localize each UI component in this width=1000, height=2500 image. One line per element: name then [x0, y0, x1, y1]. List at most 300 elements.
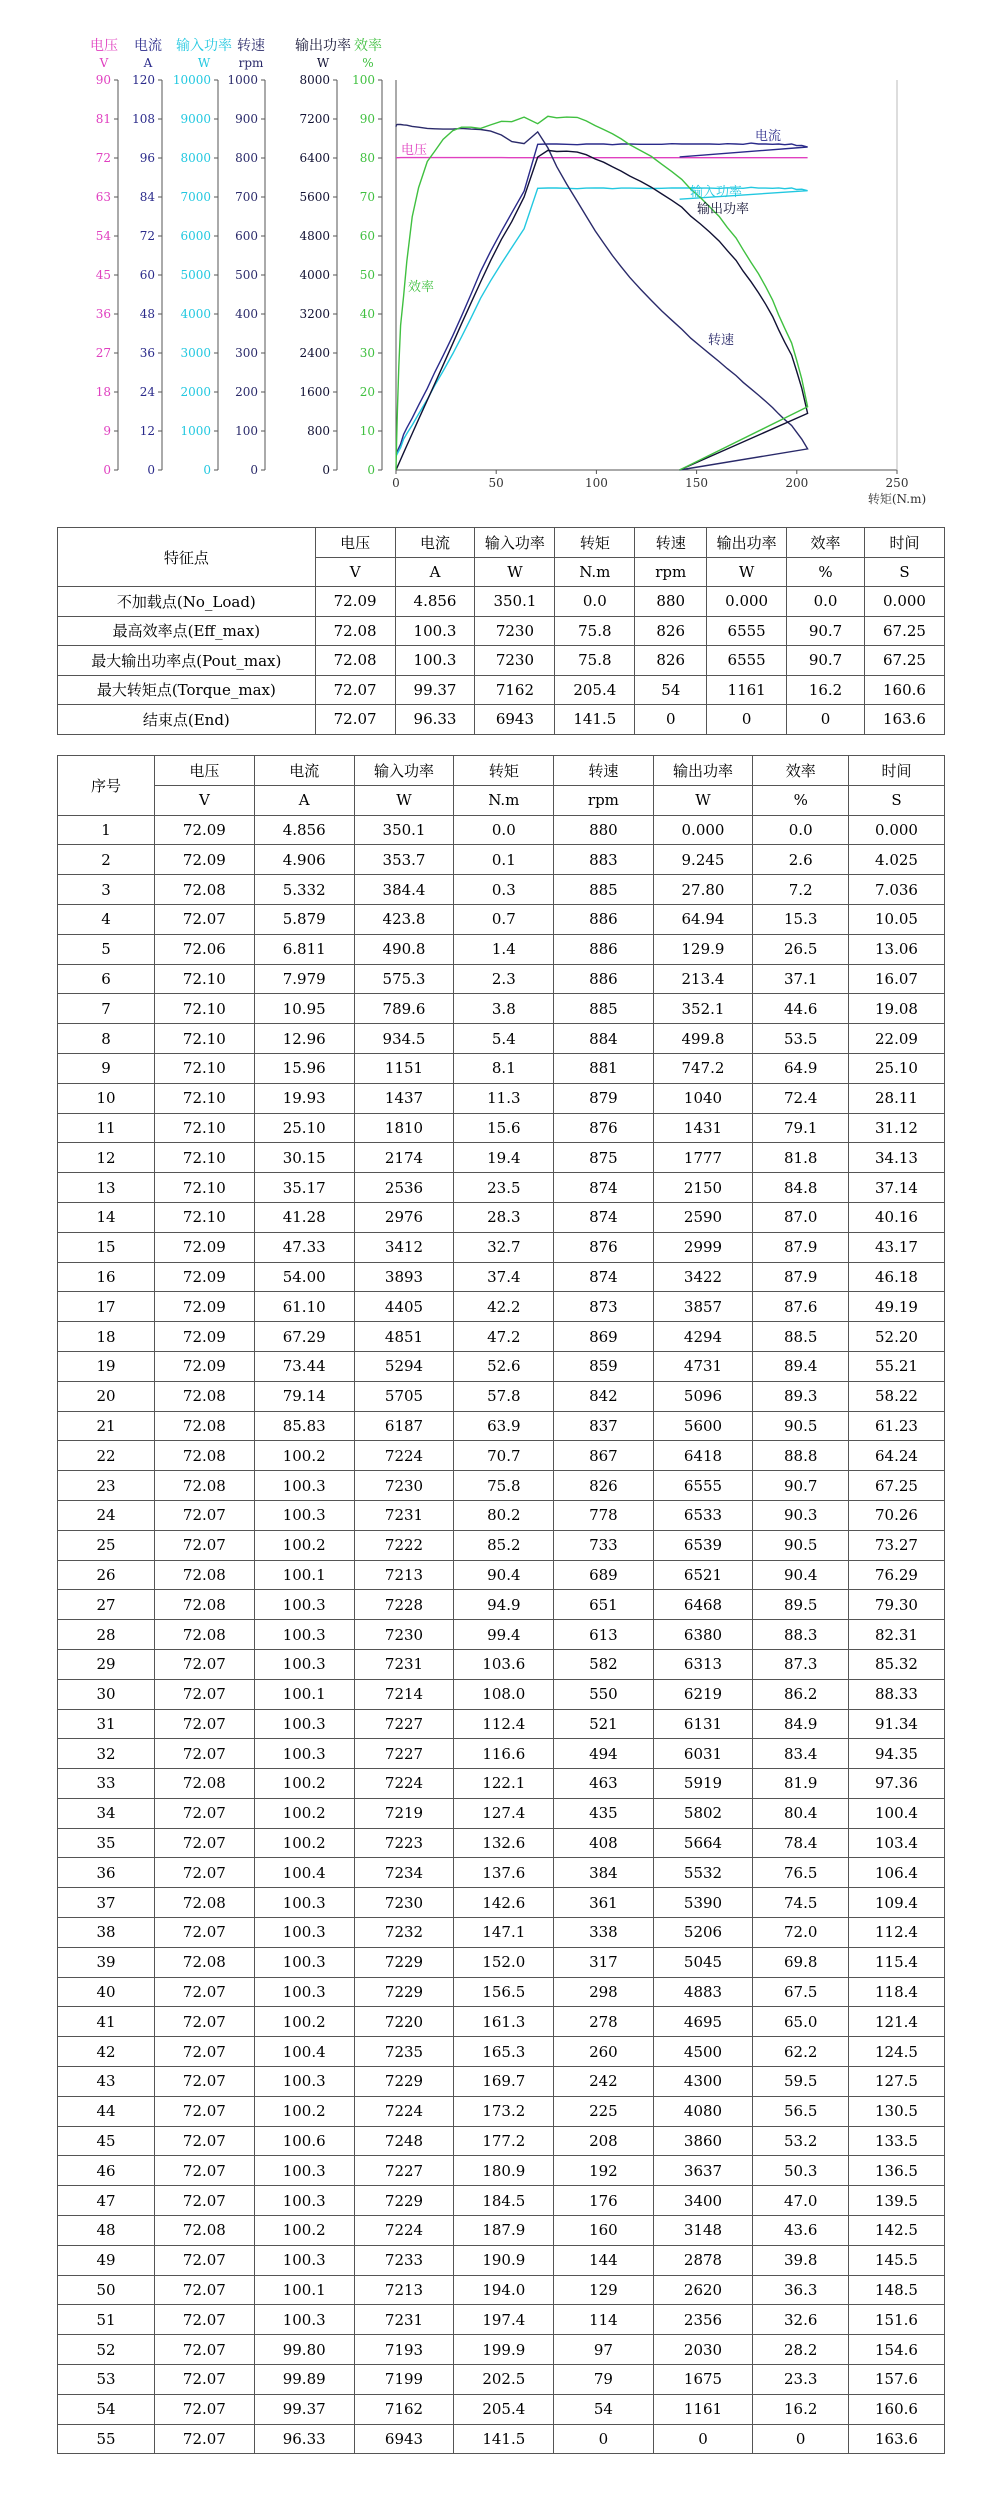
table-cell: 72.07	[154, 1918, 254, 1948]
table-cell: 19.93	[254, 1083, 354, 1113]
column-header: 电压	[315, 528, 395, 558]
table-cell: 733	[554, 1530, 653, 1560]
table-cell: 87.3	[753, 1649, 849, 1679]
table-cell: 352.1	[653, 994, 753, 1024]
unit-cell: rpm	[554, 785, 653, 815]
table-cell: 54	[554, 2394, 653, 2424]
table-row	[58, 2394, 945, 2424]
tick-label: 100	[352, 73, 375, 87]
table-cell: 100.2	[254, 2096, 354, 2126]
table-cell: 72.4	[753, 1083, 849, 1113]
table-cell: 1437	[354, 1083, 454, 1113]
tick-label: 9000	[180, 112, 211, 126]
table-cell: 75.8	[454, 1471, 554, 1501]
table-cell: 100.2	[254, 1441, 354, 1471]
table-cell: 165.3	[454, 2037, 554, 2067]
table-row	[58, 1620, 945, 1650]
table-cell: 826	[635, 616, 707, 646]
table-cell: 72.08	[154, 875, 254, 905]
table-cell: 72.07	[154, 1798, 254, 1828]
table-cell: 52.20	[849, 1322, 945, 1352]
table-cell: 4405	[354, 1292, 454, 1322]
table-cell: 6418	[653, 1441, 753, 1471]
table-row	[58, 875, 945, 905]
table-cell: 837	[554, 1411, 653, 1441]
table-cell: 127.4	[454, 1798, 554, 1828]
table-cell: 7230	[475, 616, 555, 646]
table-cell: 13	[58, 1173, 155, 1203]
table-cell: 72.10	[154, 1143, 254, 1173]
table-cell: 4500	[653, 2037, 753, 2067]
feature-row	[58, 675, 945, 705]
tick-label: 12	[139, 424, 155, 438]
table-cell: 85.83	[254, 1411, 354, 1441]
table-cell: 72.07	[154, 2037, 254, 2067]
axis-title: 转速	[237, 38, 265, 54]
table-cell: 3637	[653, 2156, 753, 2186]
table-cell: 97	[554, 2335, 653, 2365]
table-cell: 0.000	[849, 815, 945, 845]
column-header: 时间	[864, 528, 944, 558]
table-cell: 75.8	[555, 646, 635, 676]
tick-label: 54	[95, 229, 111, 243]
table-cell: 5600	[653, 1411, 753, 1441]
table-cell: 100.3	[395, 616, 475, 646]
series-label: 电流	[755, 129, 782, 144]
table-row	[58, 1471, 945, 1501]
table-cell: 72.10	[154, 1053, 254, 1083]
tick-label: 50	[359, 268, 375, 282]
table-cell: 78.4	[753, 1828, 849, 1858]
column-header: 转速	[635, 528, 707, 558]
column-header: 输出功率	[707, 528, 787, 558]
table-cell: 435	[554, 1798, 653, 1828]
table-cell: 499.8	[653, 1024, 753, 1054]
table-cell: 1431	[653, 1113, 753, 1143]
table-cell: 81.8	[753, 1143, 849, 1173]
table-cell: 47.33	[254, 1232, 354, 1262]
table-row	[58, 1828, 945, 1858]
table-cell: 80.4	[753, 1798, 849, 1828]
table-cell: 7229	[354, 2186, 454, 2216]
measurement-data-table	[57, 755, 945, 2454]
table-cell: 873	[554, 1292, 653, 1322]
axis-title: 电流	[134, 38, 162, 54]
table-cell: 72.08	[154, 1888, 254, 1918]
unit-cell: V	[315, 557, 395, 587]
table-cell: 90.7	[753, 1471, 849, 1501]
tick-label: 4000	[299, 268, 330, 282]
unit-cell: S	[864, 557, 944, 587]
table-cell: 72.07	[315, 705, 395, 735]
table-cell: 40	[58, 1977, 155, 2007]
table-cell: 72.07	[154, 2007, 254, 2037]
table-cell: 2356	[653, 2305, 753, 2335]
table-cell: 72.10	[154, 1113, 254, 1143]
table-cell: 72.07	[154, 1649, 254, 1679]
table-cell: 47.0	[753, 2186, 849, 2216]
x-tick-label: 50	[488, 476, 504, 490]
table-row	[58, 2275, 945, 2305]
table-cell: 100.2	[254, 1828, 354, 1858]
table-cell: 163.6	[864, 705, 944, 735]
table-cell: 7230	[354, 1888, 454, 1918]
tick-label: 2000	[180, 385, 211, 399]
tick-label: 9	[103, 424, 111, 438]
table-cell: 58.22	[849, 1381, 945, 1411]
column-header: 时间	[849, 756, 945, 786]
table-cell: 100.3	[254, 1590, 354, 1620]
table-cell: 7248	[354, 2126, 454, 2156]
table-cell: 89.5	[753, 1590, 849, 1620]
table-cell: 384	[554, 1858, 653, 1888]
table-cell: 55	[58, 2424, 155, 2454]
table-cell: 521	[554, 1709, 653, 1739]
table-cell: 133.5	[849, 2126, 945, 2156]
table-cell: 160.6	[864, 675, 944, 705]
table-cell: 48	[58, 2216, 155, 2246]
tick-label: 84	[139, 190, 155, 204]
table-cell: 10.05	[849, 904, 945, 934]
table-cell: 0.0	[753, 815, 849, 845]
table-cell: 3412	[354, 1232, 454, 1262]
table-cell: 4300	[653, 2067, 753, 2097]
table-cell: 26.5	[753, 934, 849, 964]
table-row	[58, 1232, 945, 1262]
tick-label: 120	[132, 73, 155, 87]
table-cell: 122.1	[454, 1769, 554, 1799]
unit-cell: S	[849, 785, 945, 815]
table-cell: 56.5	[753, 2096, 849, 2126]
axis-unit: W	[316, 56, 330, 70]
table-cell: 79	[554, 2365, 653, 2395]
tick-label: 20	[359, 385, 375, 399]
tick-label: 90	[95, 73, 111, 87]
table-cell: 100.3	[254, 1620, 354, 1650]
table-cell: 87.6	[753, 1292, 849, 1322]
tick-label: 90	[359, 112, 375, 126]
table-cell: 242	[554, 2067, 653, 2097]
table-cell: 99.37	[395, 675, 475, 705]
table-cell: 64.94	[653, 904, 753, 934]
table-cell: 142.6	[454, 1888, 554, 1918]
tick-label: 1600	[299, 385, 330, 399]
table-row	[58, 2305, 945, 2335]
table-cell: 7	[58, 994, 155, 1024]
column-header: 输入功率	[354, 756, 454, 786]
table-cell: 36.3	[753, 2275, 849, 2305]
table-cell: 7224	[354, 2216, 454, 2246]
table-cell: 826	[554, 1471, 653, 1501]
table-cell: 157.6	[849, 2365, 945, 2395]
table-cell: 118.4	[849, 1977, 945, 2007]
table-cell: 317	[554, 1947, 653, 1977]
table-cell: 463	[554, 1769, 653, 1799]
table-cell: 103.6	[454, 1649, 554, 1679]
table-cell: 148.5	[849, 2275, 945, 2305]
tick-label: 63	[95, 190, 111, 204]
table-cell: 7235	[354, 2037, 454, 2067]
table-row	[58, 2216, 945, 2246]
table-row	[58, 2067, 945, 2097]
x-tick-label: 200	[785, 476, 809, 490]
table-cell: 4.856	[254, 815, 354, 845]
table-cell: 最大输出功率点(Pout_max)	[58, 646, 316, 676]
tick-label: 700	[235, 190, 258, 204]
table-cell: 72.08	[154, 1381, 254, 1411]
unit-cell: W	[653, 785, 753, 815]
tick-label: 96	[139, 151, 155, 165]
tick-label: 4000	[180, 307, 211, 321]
table-cell: 91.34	[849, 1709, 945, 1739]
table-cell: 7162	[475, 675, 555, 705]
table-cell: 4.856	[395, 587, 475, 617]
x-tick-label: 250	[885, 476, 909, 490]
table-cell: 7229	[354, 2067, 454, 2097]
table-cell: 50	[58, 2275, 155, 2305]
tick-label: 8000	[299, 73, 330, 87]
table-cell: 53.5	[753, 1024, 849, 1054]
table-cell: 18	[58, 1322, 155, 1352]
feature-row	[58, 587, 945, 617]
table-cell: 74.5	[753, 1888, 849, 1918]
table-cell: 100.2	[254, 2216, 354, 2246]
table-cell: 61.10	[254, 1292, 354, 1322]
table-cell: 72.07	[154, 1977, 254, 2007]
table-cell: 5802	[653, 1798, 753, 1828]
table-cell: 1810	[354, 1113, 454, 1143]
series-label: 电压	[401, 143, 428, 158]
table-cell: 7230	[475, 646, 555, 676]
table-cell: 0.000	[653, 815, 753, 845]
tick-label: 27	[95, 346, 111, 360]
table-cell: 44.6	[753, 994, 849, 1024]
table-cell: 26	[58, 1560, 155, 1590]
table-cell: 72.09	[154, 1292, 254, 1322]
table-cell: 6187	[354, 1411, 454, 1441]
table-cell: 145.5	[849, 2245, 945, 2275]
table-row	[58, 1411, 945, 1441]
table-cell: 64.24	[849, 1441, 945, 1471]
table-cell: 7231	[354, 1649, 454, 1679]
table-cell: 1040	[653, 1083, 753, 1113]
table-cell: 100.3	[254, 1739, 354, 1769]
table-cell: 10	[58, 1083, 155, 1113]
table-cell: 84.9	[753, 1709, 849, 1739]
table-cell: 5096	[653, 1381, 753, 1411]
table-cell: 88.33	[849, 1679, 945, 1709]
table-cell: 100.1	[254, 2275, 354, 2305]
table-cell: 90.7	[787, 646, 865, 676]
tick-label: 0	[250, 463, 258, 477]
table-cell: 689	[554, 1560, 653, 1590]
table-cell: 7214	[354, 1679, 454, 1709]
table-cell: 408	[554, 1828, 653, 1858]
table-cell: 112.4	[454, 1709, 554, 1739]
tick-label: 45	[95, 268, 111, 282]
table-cell: 7162	[354, 2394, 454, 2424]
table-cell: 0	[787, 705, 865, 735]
table-cell: 87.9	[753, 1262, 849, 1292]
table-cell: 6555	[707, 616, 787, 646]
tick-label: 10	[359, 424, 375, 438]
table-cell: 4080	[653, 2096, 753, 2126]
table-cell: 62.2	[753, 2037, 849, 2067]
table-cell: 0.000	[707, 587, 787, 617]
table-row	[58, 934, 945, 964]
table-cell: 85.2	[454, 1530, 554, 1560]
table-cell: 7223	[354, 1828, 454, 1858]
table-cell: 87.9	[753, 1232, 849, 1262]
table-cell: 31.12	[849, 1113, 945, 1143]
table-cell: 7224	[354, 2096, 454, 2126]
table-cell: 187.9	[454, 2216, 554, 2246]
table-cell: 112.4	[849, 1918, 945, 1948]
table-row	[58, 1977, 945, 2007]
table-cell: 85.32	[849, 1649, 945, 1679]
table-row	[58, 1888, 945, 1918]
table-row	[58, 2037, 945, 2067]
tick-label: 600	[235, 229, 258, 243]
table-cell: 72.09	[154, 1322, 254, 1352]
table-cell: 582	[554, 1649, 653, 1679]
table-cell: 205.4	[555, 675, 635, 705]
table-cell: 45	[58, 2126, 155, 2156]
table-cell: 7193	[354, 2335, 454, 2365]
column-header: 电压	[154, 756, 254, 786]
table-cell: 151.6	[849, 2305, 945, 2335]
table-cell: 90.4	[753, 1560, 849, 1590]
tick-label: 72	[95, 151, 111, 165]
table-cell: 7233	[354, 2245, 454, 2275]
table-cell: 54	[58, 2394, 155, 2424]
table-cell: 96.33	[254, 2424, 354, 2454]
table-cell: 35	[58, 1828, 155, 1858]
unit-cell: N.m	[454, 785, 554, 815]
table-cell: 29	[58, 1649, 155, 1679]
table-cell: 100.2	[254, 1530, 354, 1560]
table-cell: 2.3	[454, 964, 554, 994]
table-cell: 874	[554, 1173, 653, 1203]
table-cell: 7231	[354, 2305, 454, 2335]
table-cell: 869	[554, 1322, 653, 1352]
unit-cell: A	[395, 557, 475, 587]
table-cell: 64.9	[753, 1053, 849, 1083]
table-cell: 54.00	[254, 1262, 354, 1292]
table-cell: 99.4	[454, 1620, 554, 1650]
table-cell: 44	[58, 2096, 155, 2126]
table-cell: 43.17	[849, 1232, 945, 1262]
table-cell: 72.06	[154, 934, 254, 964]
table-cell: 494	[554, 1739, 653, 1769]
table-cell: 72.08	[154, 1947, 254, 1977]
input-power-curve	[396, 187, 808, 456]
table-cell: 50.3	[753, 2156, 849, 2186]
table-row	[58, 1053, 945, 1083]
table-cell: 19	[58, 1351, 155, 1381]
axis-unit: %	[362, 56, 374, 70]
table-cell: 72.09	[154, 815, 254, 845]
table-cell: 15	[58, 1232, 155, 1262]
table-cell: 6313	[653, 1649, 753, 1679]
table-cell: 7220	[354, 2007, 454, 2037]
table-cell: 34.13	[849, 1143, 945, 1173]
table-cell: 3.8	[454, 994, 554, 1024]
table-cell: 124.5	[849, 2037, 945, 2067]
tick-label: 80	[359, 151, 375, 165]
table-cell: 6	[58, 964, 155, 994]
table-cell: 88.5	[753, 1322, 849, 1352]
table-cell: 885	[554, 875, 653, 905]
table-row	[58, 1500, 945, 1530]
feature-row	[58, 646, 945, 676]
table-cell: 32.6	[753, 2305, 849, 2335]
table-cell: 72.08	[154, 1471, 254, 1501]
table-cell: 12.96	[254, 1024, 354, 1054]
table-cell: 14	[58, 1202, 155, 1232]
tick-label: 5000	[180, 268, 211, 282]
table-cell: 0.3	[454, 875, 554, 905]
table-cell: 72.08	[315, 616, 395, 646]
motor-characteristics-chart	[0, 0, 1000, 515]
table-cell: 72.0	[753, 1918, 849, 1948]
table-cell: 41	[58, 2007, 155, 2037]
tick-label: 7200	[299, 112, 330, 126]
table-row	[58, 1322, 945, 1352]
header-row	[58, 528, 945, 558]
table-row	[58, 815, 945, 845]
table-cell: 100.2	[254, 1798, 354, 1828]
column-header: 电流	[254, 756, 354, 786]
table-cell: 2620	[653, 2275, 753, 2305]
axis-title: 输入功率	[176, 38, 232, 54]
table-cell: 27.80	[653, 875, 753, 905]
tick-label: 200	[235, 385, 258, 399]
tick-label: 18	[95, 385, 111, 399]
table-cell: 109.4	[849, 1888, 945, 1918]
table-cell: 16.2	[787, 675, 865, 705]
table-cell: 53.2	[753, 2126, 849, 2156]
table-cell: 886	[554, 904, 653, 934]
table-cell: 67.25	[864, 616, 944, 646]
table-cell: 72.07	[154, 1858, 254, 1888]
table-cell: 879	[554, 1083, 653, 1113]
table-cell: 884	[554, 1024, 653, 1054]
x-tick-label: 0	[392, 476, 400, 490]
unit-cell: W	[354, 785, 454, 815]
table-cell: 100.3	[254, 2245, 354, 2275]
table-cell: 57.8	[454, 1381, 554, 1411]
column-header: 效率	[753, 756, 849, 786]
tick-label: 1000	[180, 424, 211, 438]
table-cell: 3893	[354, 1262, 454, 1292]
table-cell: 550	[554, 1679, 653, 1709]
axis-unit: W	[197, 56, 211, 70]
tick-label: 24	[139, 385, 155, 399]
table-cell: 72.07	[154, 1828, 254, 1858]
column-header: 转矩	[454, 756, 554, 786]
unit-cell: %	[753, 785, 849, 815]
unit-cell: W	[707, 557, 787, 587]
table-cell: 84.8	[753, 1173, 849, 1203]
table-cell: 42.2	[454, 1292, 554, 1322]
table-cell: 72.07	[154, 2335, 254, 2365]
table-row	[58, 1649, 945, 1679]
table-cell: 90.5	[753, 1411, 849, 1441]
table-cell: 72.07	[154, 2275, 254, 2305]
tick-label: 81	[95, 112, 111, 126]
table-cell: 0.0	[555, 587, 635, 617]
